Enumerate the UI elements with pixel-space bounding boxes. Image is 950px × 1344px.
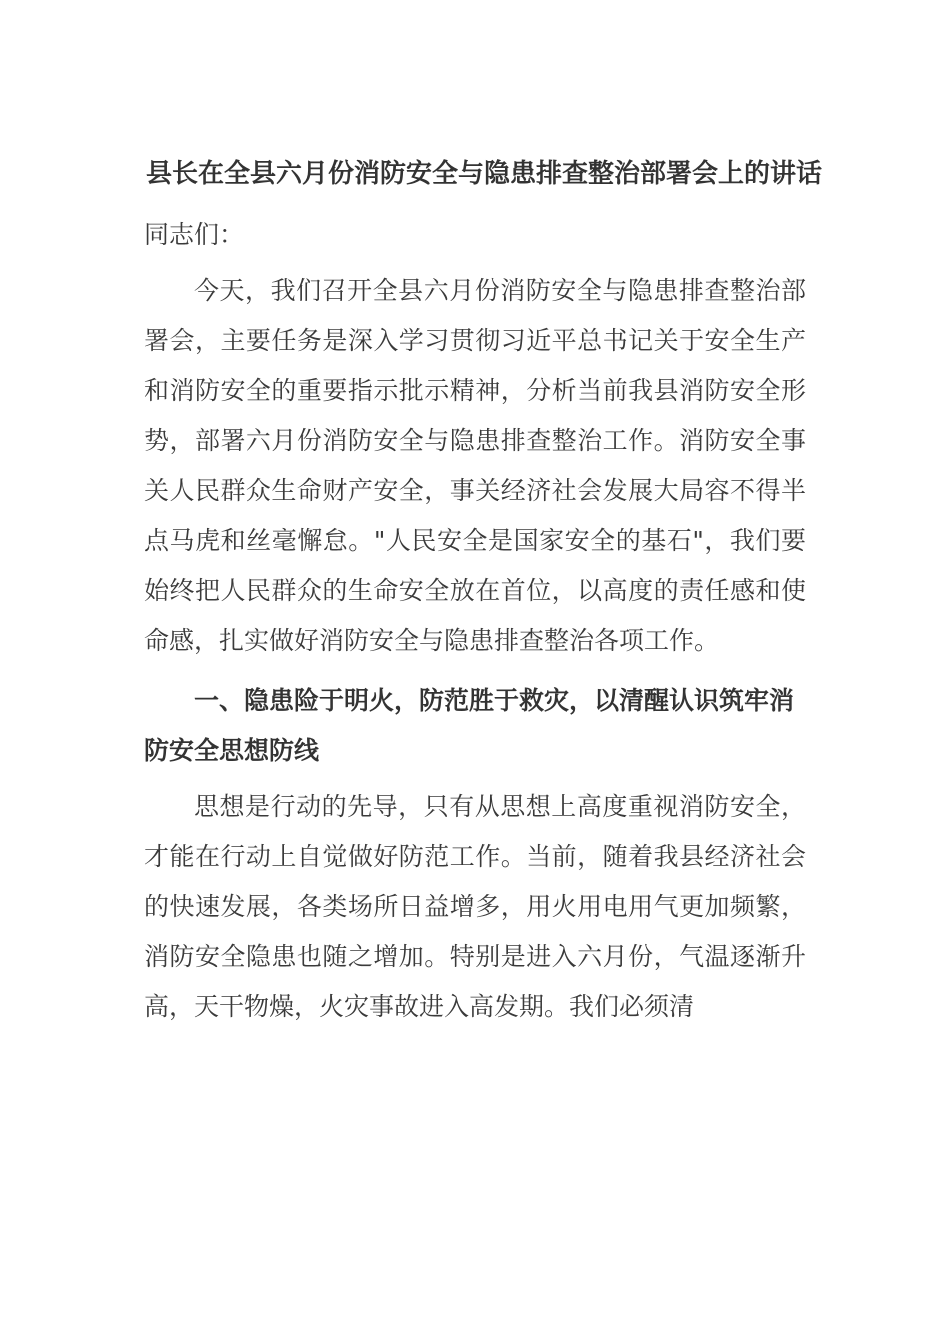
- paragraph-intro: 今天，我们召开全县六月份消防安全与隐患排查整治部署会，主要任务是深入学习贯彻习近平总书记关于安全生产和消防安全的重要指示批示精神，分析当前我县消防安全形势，部署六月份消防安全与隐患排查整治工作。消防安全事关人民群众生命财产安全，事关经济社会发展大局容不得半点马虎和丝毫懈怠。"人民安全是国家安全的基石"，我们要始终把人民群众的生命安全放在首位，以高度的责任感和使命感，扎实做好消防安全与隐患排查整治各项工作。: [144, 276, 806, 655]
- salutation: 同志们：: [144, 220, 245, 249]
- paragraph-section-1: 思想是行动的先导，只有从思想上高度重视消防安全，才能在行动上自觉做好防范工作。当前，随着我县经济社会的快速发展，各类场所日益增多，用火用电用气更加频繁，消防安全隐患也随之增加。特别是进入六月份，气温逐渐升高，天干物燥，火灾事故进入高发期。我们必须清: [144, 792, 806, 1021]
- document-page: [144, 150, 822, 1032]
- section-heading-1: 一、隐患险于明火，防范胜于救灾，以清醒认识筑牢消防安全思想防线: [144, 686, 795, 765]
- document-title: 县长在全县六月份消防安全与隐患排查整治部署会上的讲话: [145, 159, 822, 189]
